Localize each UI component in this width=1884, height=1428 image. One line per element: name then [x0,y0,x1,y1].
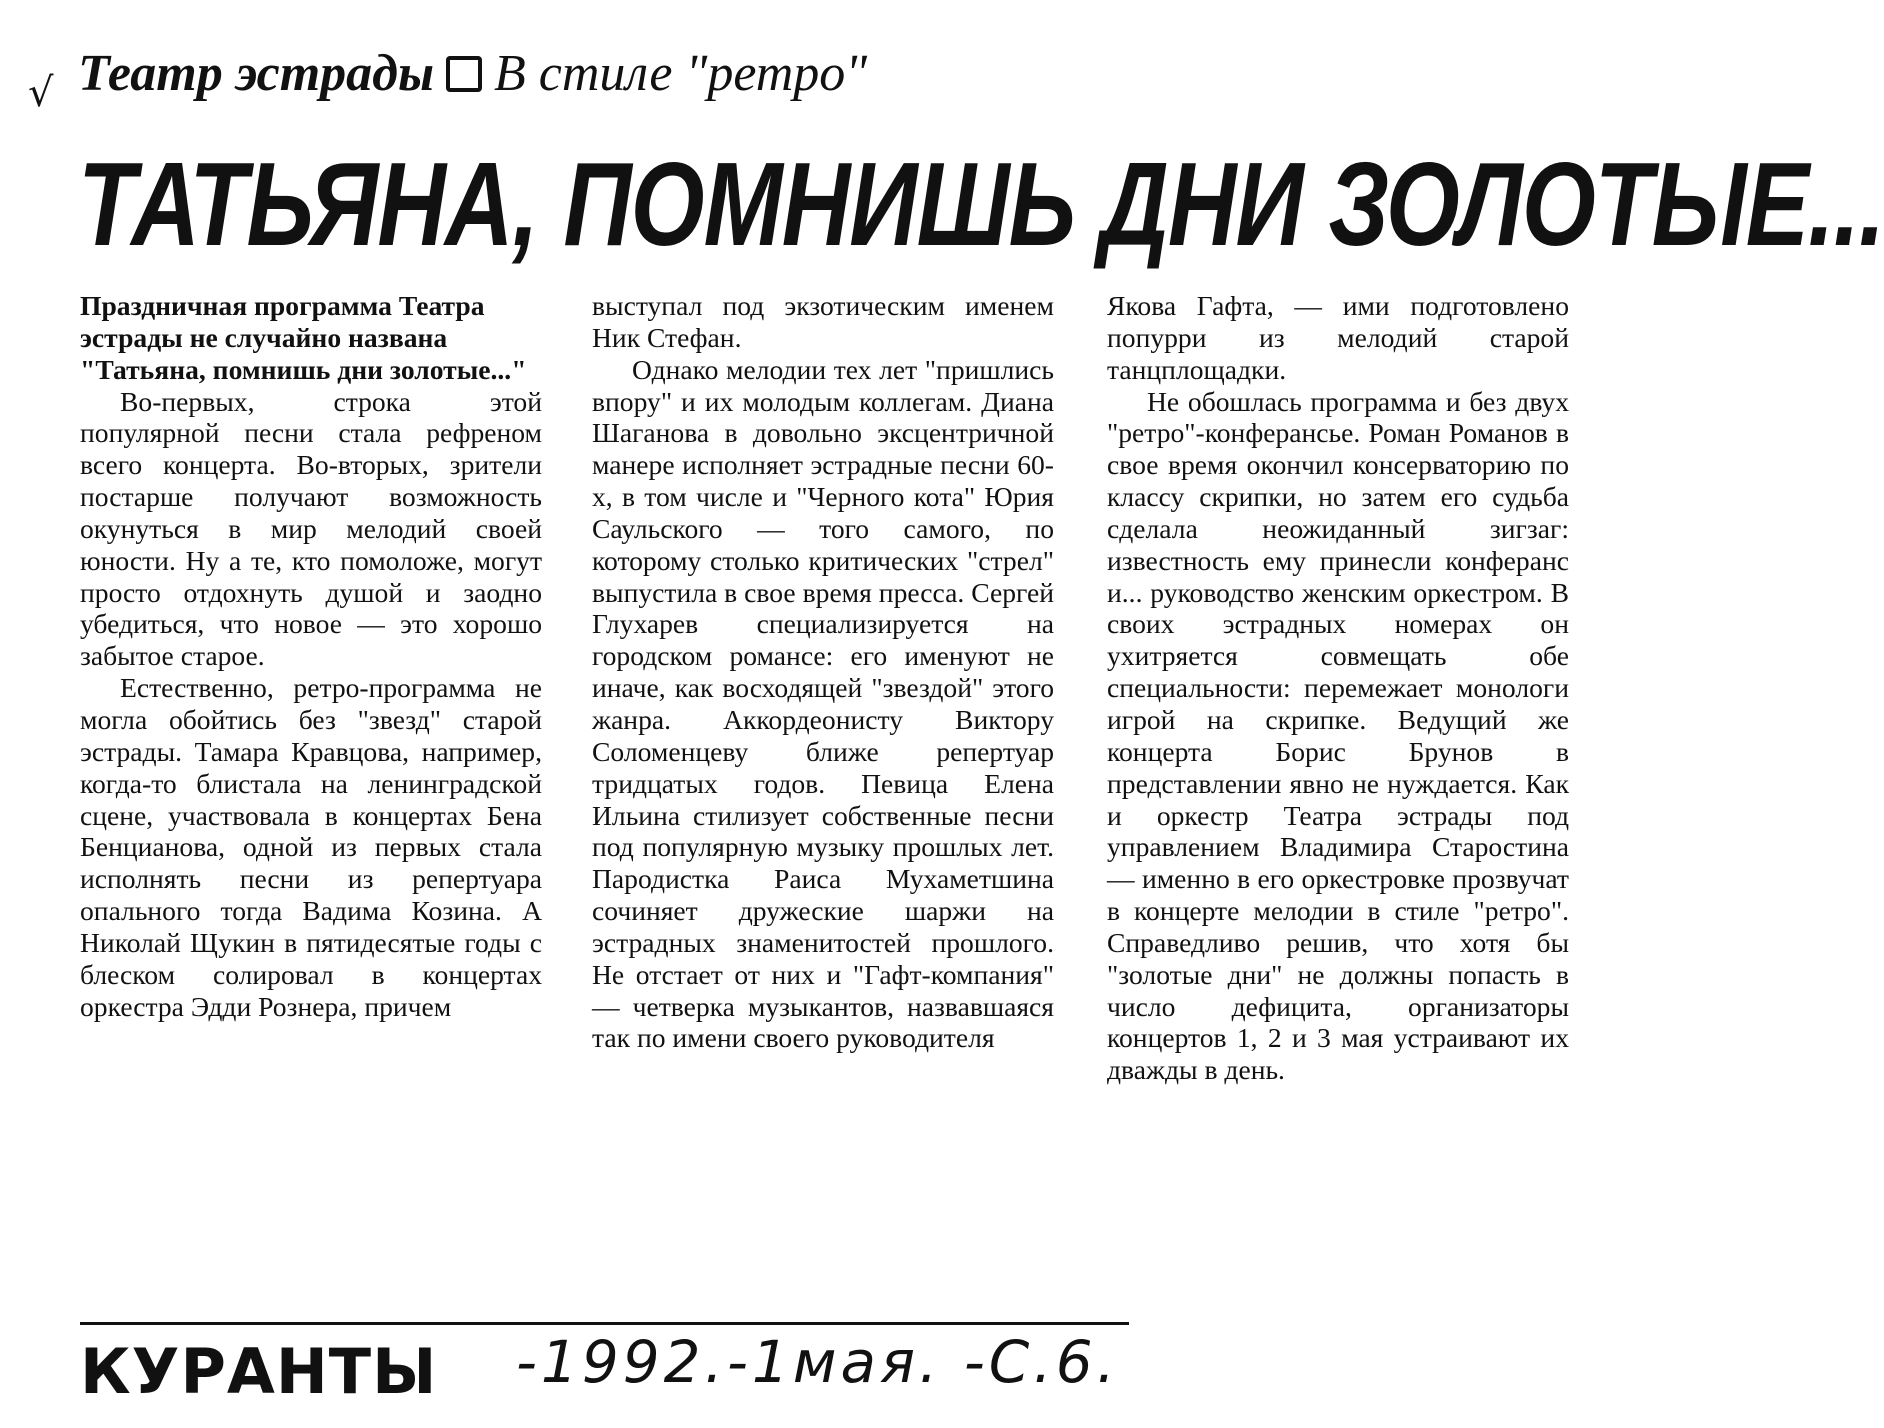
paragraph: выступал под экзотическим именем Ник Стефан. [592,290,1054,353]
square-bullet-icon [446,56,482,92]
article-column-2 [592,290,1054,1054]
paragraph: Якова Гафта, — ими подготовлено попурри из мелодий старой танцплощадки. [1107,290,1569,385]
article-column-3 [1107,290,1569,1086]
check-mark: √ [28,70,54,116]
paragraph: Не обошлась программа и без двух "ретро"-конферансье. Роман Романов в свое время окончил консерваторию по классу скрипки, но затем его судьба сделала неожиданный зигзаг: известность ему принесли конферанс и... руководство женским оркестром. В своих эстрадных номерах он ухитряется совмещать обе специальности: перемежает монологи игрой на скрипке. Ведущий же концерта Борис Брунов в представлении явно не нуждается. Как и оркестр Театра эстрады под управлением Владимира Старостина — именно в его оркестровке прозвучат в концерте мелодии в стиле "ретро". Справедливо решив, что хотя бы "золотые дни" не должны попасть в число дефицита, организаторы концертов 1, 2 и 3 мая устраивают их дважды в день. [1107,385,1569,1086]
handwritten-citation: -1992.-1мая. -С.6. [516,1328,1120,1396]
rubric-section: Театр эстрады [78,45,435,102]
paragraph: Однако мелодии тех лет "пришлись впору" и их молодым коллегам. Диана Шаганова в довольно эксцентричной манере исполняет эстрадные песни 60-х, в том числе и "Черного кота" Юрия Саульского — того самого, по которому столько критических "стрел" выпустила в свое время пресса. Сергей Глухарев специализируется на городском романсе: его именуют не иначе, как восходящей "звездой" этого жанра. Аккордеонисту Виктору Соломенцеву ближе репертуар тридцатых годов. Певица Елена Ильина стилизует собственные песни под популярную музыку прошлых лет. Пародистка Раиса Мухаметшина сочиняет дружеские шаржи на эстрадных знаменитостей прошлого. Не отстает от них и "Гафт-компания" — четверка музыкантов, назвавшаяся так по имени своего руководителя [592,353,1054,1054]
lead-paragraph: Праздничная программа Театра эстрады не случайно названа "Татьяна, помнишь дни золотые..." [80,290,527,385]
article-column-1 [80,290,542,1022]
newspaper-masthead: КУРАНТЫ [80,1335,438,1408]
paragraph: Естественно, ретро-программа не могла обойтись без "звезд" старой эстрады. Тамара Кравцова, например, когда-то блистала на ленинградской сцене, участвовала в концертах Бена Бенцианова, одной из первых стала исполнять песни из репертуара опального тогда Вадима Козина. А Николай Щукин в пятидесятые годы с блеском солировал в концертах оркестра Эдди Рознера, причем [80,672,542,1022]
paragraph: Во-первых, строка этой популярной песни стала рефреном всего концерта. Во-вторых, зрители постарше получают возможность окунуться в мир мелодий своей юности. Ну а те, кто помоложе, могут просто отдохнуть душой и заодно убедиться, что новое — это хорошо забытое старое. [80,385,542,672]
footer-divider [80,1322,1129,1325]
rubric [78,44,867,103]
rubric-topic: В стиле "ретро" [494,45,868,102]
headline: ТАТЬЯНА, ПОМНИШЬ ДНИ ЗОЛОТЫЕ... [78,138,1884,272]
